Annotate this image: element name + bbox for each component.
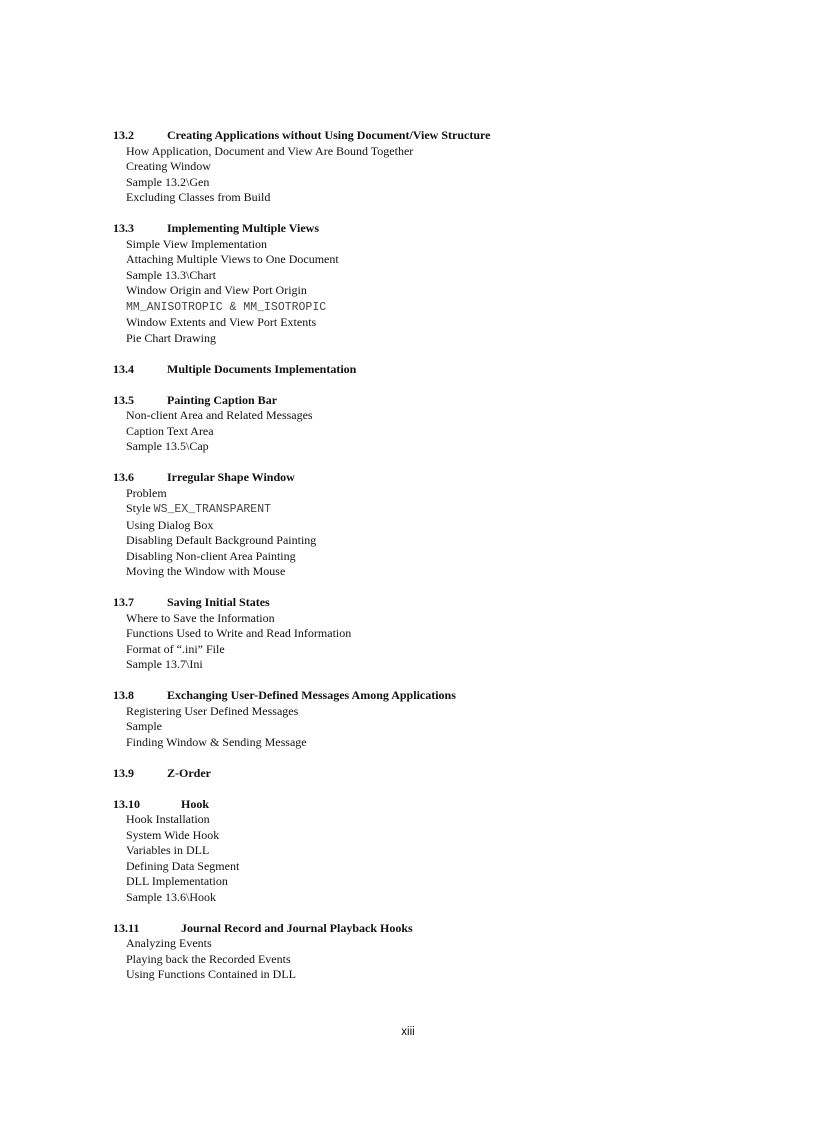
entry-text: Sample 13.6\Hook [126,889,216,904]
entry-text: Using Functions Contained in DLL [126,967,296,981]
section-title: Hook [181,796,210,811]
section-title: Z-Order [167,765,211,780]
toc-entry [113,549,753,565]
section-number: 13.8 [113,688,134,702]
section-heading [113,595,753,611]
entry-text: Style [126,501,154,515]
entry-text: Window Origin and View Port Origin [126,283,307,297]
section-heading [113,470,753,486]
section-number: 13.2 [113,128,134,142]
section-number: 13.7 [113,595,134,609]
section-number: 13.6 [113,470,134,484]
toc-entry [113,331,753,347]
toc-entry [113,144,753,160]
toc-entry [113,859,753,875]
toc-entry [113,719,753,735]
entry-text: System Wide Hook [126,827,220,842]
toc-entry [113,657,753,673]
section-title: Exchanging User-Defined Messages Among Applications [167,688,456,702]
section-title: Saving Initial States [167,595,270,609]
toc-entry [113,533,753,549]
toc-section [113,688,753,750]
entry-text: DLL Implementation [126,874,228,888]
section-heading [113,766,753,782]
toc-entry [113,175,753,191]
toc-section [113,128,753,206]
entry-text: Functions Used to Write and Read Information [126,626,352,640]
toc-entry [113,952,753,968]
entry-text: How Application, Document and View Are Bound Together [126,143,414,158]
toc-entry [113,626,753,642]
toc-entry [113,936,753,952]
section-heading [113,221,753,237]
section-heading [113,362,753,378]
toc-entry [113,812,753,828]
entry-text: Problem [126,485,167,500]
entry-text: Using Dialog Box [126,517,214,532]
toc-entry [113,159,753,175]
entry-text: Creating Window [126,159,211,173]
toc-entry [113,268,753,284]
toc-section [113,221,753,346]
toc-section [113,393,753,455]
entry-text: Analyzing Events [126,936,212,950]
toc-section [113,797,753,906]
section-title: Multiple Documents Implementation [167,361,357,376]
section-heading [113,797,753,813]
entry-text: Format of “.ini” File [126,641,225,656]
entry-text: Variables in DLL [126,843,210,857]
entry-text: Defining Data Segment [126,858,240,873]
toc-entry [113,424,753,440]
toc-entry [113,283,753,299]
section-heading [113,128,753,144]
toc-section [113,470,753,580]
section-heading [113,688,753,704]
section-title: Journal Record and Journal Playback Hooks [181,920,413,935]
toc-entry [113,408,753,424]
toc-entry [113,252,753,268]
toc-entry [113,486,753,502]
section-title: Creating Applications without Using Document/View Structure [167,128,491,142]
entry-text: Disabling Non-client Area Painting [126,548,296,563]
entry-text: Sample [126,719,162,733]
section-number: 13.9 [113,765,134,780]
toc-entry [113,315,753,331]
toc-entry [113,237,753,253]
entry-text: Registering User Defined Messages [126,703,299,718]
entry-text: Moving the Window with Mouse [126,564,286,578]
entry-text: Pie Chart Drawing [126,330,216,345]
section-number: 13.4 [113,361,134,376]
toc-entry [113,299,753,316]
entry-text: Sample 13.2\Gen [126,174,210,189]
entry-code: MM_ANISOTROPIC & MM_ISOTROPIC [126,300,327,314]
toc-entry [113,735,753,751]
toc-entry [113,828,753,844]
toc-section [113,921,753,983]
section-title: Irregular Shape Window [167,470,295,484]
section-title: Painting Caption Bar [167,392,278,407]
entry-text: Excluding Classes from Build [126,190,271,204]
entry-text: Caption Text Area [126,423,214,438]
entry-text: Window Extents and View Port Extents [126,315,317,329]
toc-entry [113,890,753,906]
table-of-contents [113,128,753,998]
entry-text: Disabling Default Background Painting [126,533,317,547]
toc-entry [113,704,753,720]
section-number: 13.10 [113,796,140,811]
toc-entry [113,564,753,580]
toc-entry [113,843,753,859]
toc-entry [113,642,753,658]
toc-entry [113,611,753,627]
entry-text: Attaching Multiple Views to One Document [126,252,339,266]
entry-text: Sample 13.7\Ini [126,657,203,671]
toc-section [113,362,753,378]
toc-entry [113,518,753,534]
toc-entry [113,439,753,455]
section-number: 13.5 [113,392,134,407]
entry-text: Where to Save the Information [126,610,275,625]
entry-text: Non-client Area and Related Messages [126,408,313,422]
page-number: xiii [401,1026,415,1038]
entry-text: Playing back the Recorded Events [126,951,291,966]
toc-section [113,766,753,782]
entry-text: Sample 13.3\Chart [126,267,216,282]
entry-text: Sample 13.5\Cap [126,439,209,453]
toc-entry [113,967,753,983]
section-number: 13.11 [113,920,140,935]
entry-text: Finding Window & Sending Message [126,734,307,749]
toc-section [113,595,753,673]
section-number: 13.3 [113,221,134,235]
entry-text: Hook Installation [126,812,210,826]
section-heading [113,921,753,937]
toc-entry [113,874,753,890]
entry-text: Simple View Implementation [126,236,268,251]
section-title: Implementing Multiple Views [167,221,319,235]
toc-entry [113,190,753,206]
entry-code: WS_EX_TRANSPARENT [153,503,271,516]
toc-entry [113,501,753,518]
section-heading [113,393,753,409]
